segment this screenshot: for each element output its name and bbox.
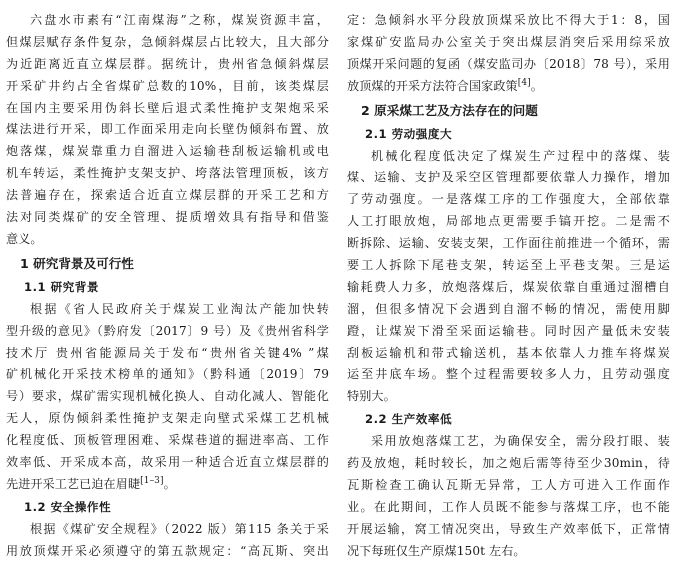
text-line: 无人，原伪倾斜柔性掩护支架走向壁式采煤工艺机械 (6, 411, 329, 426)
left-column (6, 10, 329, 563)
text-line: 业。在此期间，工作人员既不能参与落煤工序，也不能 (347, 499, 670, 514)
text-line: 刮板运输机和带式输送机，基本依靠人力推车将煤炭 (347, 345, 670, 360)
text-line: 顶煤开采问题的复函（煤安监司办〔2018〕78 号），采用 (347, 56, 670, 71)
background-period: 。 (163, 476, 176, 491)
text-line: 溜，但很多情况下会遇到自溜不畅的情况，需使用脚 (347, 301, 670, 316)
continued-period: 。 (530, 78, 543, 93)
text-line: 煤、运输、支护及采空区管理都要依靠人力操作，增加 (347, 170, 670, 185)
safety-paragraph (6, 519, 329, 563)
section-heading-2: 2 原采煤工艺及方法存在的问题 (361, 102, 538, 118)
text-line: 特别大。 (347, 389, 396, 404)
intro-paragraph (6, 10, 329, 251)
text-line: 炮落煤，煤炭靠重力自溜进入运输巷刮板运输机或电 (6, 144, 329, 159)
subsection-heading-2-2: 2.2 生产效率低 (365, 412, 453, 427)
text-line: 化程度低、顶板管理困难、采煤巷道的掘进率高、工作 (6, 433, 329, 448)
text-line: 断拆除、运输、安装支架，工作面往前推进一个循环，需 (347, 236, 670, 251)
text-line: 机车转运，柔性掩护支架支护、垮落法管理顶板，该方 (6, 166, 329, 181)
text-line: 采用放炮落煤工艺，为确保安全，需分段打眼、装 (371, 434, 670, 449)
text-line: 效率低、开采成本高，故采用一种适合近直立煤层群的 (6, 455, 329, 470)
text-line: 输耗费人力多，放炮落煤后，煤炭依靠自重通过溜槽自 (347, 279, 670, 294)
text-line: 根据《省人民政府关于煤炭工业淘汰产能加快转 (30, 301, 329, 316)
text-line: 型升级的意见》（黔府发〔2017〕9 号）及《贵州省科学 (6, 323, 329, 338)
section-heading-1: 1 研究背景及可行性 (20, 255, 134, 271)
text-line: 但煤层赋存条件复杂，急倾斜煤层占比较大，且大部分 (6, 34, 329, 49)
text-line: 在国内主要采用伪斜长壁后退式柔性掩护支架炮采采 (6, 100, 329, 115)
text-line: 人工打眼放炮，局部地点更需要手镐开挖。二是需不 (347, 214, 670, 229)
text-line: 家煤矿安监局办公室关于突出煤层消突后采用综采放 (347, 34, 670, 49)
citation-ref-4[interactable]: [4] (517, 77, 531, 88)
citation-ref-1-3[interactable]: [1–3] (140, 475, 164, 486)
text-line: 药及放炮，耗时较长，加之炮后需等待至少30min，待 (347, 456, 670, 471)
background-last-text: 先进开采工艺已迫在眉睫 (6, 476, 141, 491)
text-line: 煤法进行开采，即工作面采用走向长壁伪倾斜布置、放 (6, 122, 329, 137)
text-line: 矿机械化开采技术榜单的通知》（黔科通〔2019〕79 (6, 367, 329, 382)
efficiency-paragraph (347, 431, 670, 562)
text-line: 为近距离近直立煤层群。据统计，贵州省急倾斜煤层 (6, 56, 329, 71)
text-line: 六盘水市素有“江南煤海”之称，煤炭资源丰富， (30, 13, 329, 27)
text-line: 用放顶煤开采必须遵守的第五款规定：“高瓦斯、突出 (6, 543, 329, 558)
labor-paragraph (347, 146, 670, 409)
text-line: 要工人拆除下尾巷支架，转运至上平巷支架。三是运 (347, 258, 670, 273)
text-line: 机械化程度低决定了煤炭生产过程中的落煤、装 (371, 148, 670, 163)
text-line: 蹬，让煤炭下滑至采面运输巷。同时因产量低未安装 (347, 323, 670, 338)
text-line: 况下每班仅生产原煤150t 左右。 (347, 543, 526, 558)
background-paragraph (6, 299, 329, 474)
text-line: 根据《煤矿安全规程》（2022 版）第115 条关于采 (30, 521, 329, 536)
subsection-heading-2-1: 2.1 劳动强度大 (365, 126, 453, 141)
background-paragraph-last-line (6, 474, 329, 496)
text-line: 意义。 (6, 231, 43, 246)
continued-paragraph (347, 10, 670, 76)
text-line: 定：急倾斜水平分段放顶煤采放比不得大于1：8，国 (347, 13, 670, 27)
text-line: 号）要求，煤矿需实现机械化换人、自动化减人、智能化 (6, 389, 329, 404)
right-column (347, 10, 670, 563)
text-line: 开采矿井约占全省煤矿总数的10%，目前，该类煤层 (6, 78, 329, 93)
text-line: 法对同类煤矿的安全管理、提质增效具有指导和借鉴 (6, 210, 329, 225)
continued-paragraph-last-line (347, 76, 670, 98)
subsection-heading-1-2: 1.2 安全操作性 (24, 499, 112, 514)
text-line: 开展运输，窝工情况突出，导致生产效率低下，正常情 (347, 521, 670, 536)
text-line: 运至井底车场。整个过程需要较多人力，且劳动强度 (347, 367, 670, 382)
continued-last-text: 放顶煤的开采方法符合国家政策 (347, 78, 518, 93)
subsection-heading-1-1: 1.1 研究背景 (24, 279, 99, 294)
text-line: 了劳动强度。一是落煤工序的工作强度大，全部依靠 (347, 192, 670, 207)
text-line: 瓦斯检查工确认瓦斯无异常，工人方可进入工作面作 (347, 478, 670, 493)
text-line: 法普遍存在，探索适合近直立煤层群的开采工艺和方 (6, 188, 329, 203)
text-line: 技术厅 贵州省能源局关于发布“贵州省关键4% ”煤 (6, 345, 329, 360)
